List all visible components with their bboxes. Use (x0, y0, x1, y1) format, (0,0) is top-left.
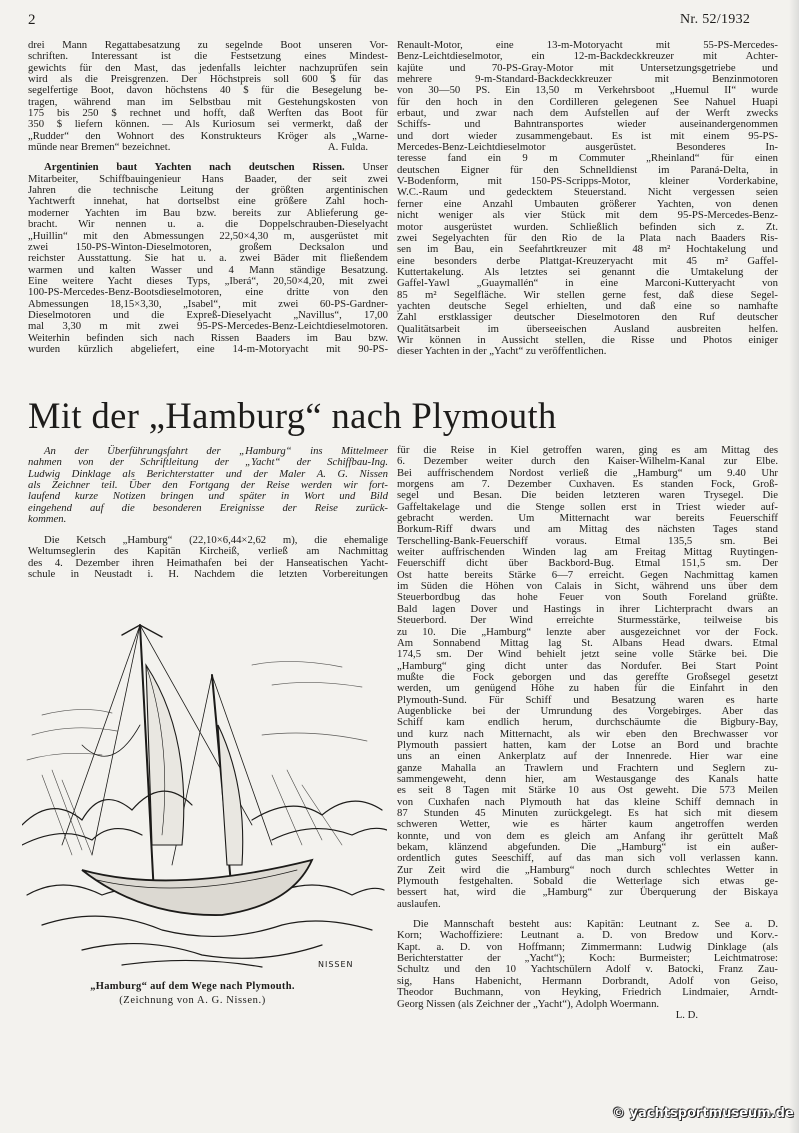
line-text: Jahren die technische Leitung der größten argentinischen (28, 184, 388, 197)
line-text: nicht weniger als vier Stück mit dem 95-PS-Mercedes-Benz- (397, 209, 778, 222)
line-text: des 4. Dezember ihren Heimathafen bei der Hanseatischen Yacht- (28, 556, 388, 569)
line-text: Benz-Leichtdieselmotor, ein 12-m-Backdeckkreuzer mit Achter- (397, 50, 778, 63)
article-body-left (28, 535, 388, 589)
line-text: schriften. Interessant ist die Festsetzung eines Mindest- (28, 50, 388, 63)
line-text: segel und Besan. Die beiden letzteren waren Trysegel. Die (397, 489, 778, 502)
line-text: als Zeichner teil. Über den Fortgang der Reise werden wir fort- (28, 479, 388, 492)
line-text: Terschelling-Bank-Feuerschiff voraus. Etmal 135,5 sm. Bei (397, 534, 778, 547)
line-text: Augenblicke bei der Umrundung des Vorgebirges. Aber das (397, 704, 778, 717)
paragraph (397, 919, 778, 1021)
line-text: im Süden die Höhen von Calais in Sicht, während uns über dem (397, 580, 778, 593)
line-text: es seit 8 Tagen mit Stärke 10 aus Ost geweht. Die 573 Meilen (397, 784, 778, 797)
line-text: Qualitätsarbeit im überseeischen Ausland ausbreiten helfen. (397, 322, 778, 335)
line-text: Zahl erstklassiger deutscher Dieselmotoren den Ruf deutscher (397, 311, 778, 324)
line-text: kajüte und 70-PS-Gray-Motor mit Untersetzungsgetriebe und (397, 61, 778, 74)
line-text: ordentlich gutes Seeschiff, auf das man sich voll verlassen kann. (397, 852, 778, 865)
line-text: gewichts für den Mast, das jedenfalls leichter nachzuprüfen sein (28, 61, 388, 74)
text-line (397, 899, 778, 910)
paragraph (397, 445, 778, 910)
line-text: eingehend auf die besonderen Ereignisse der Reise zurück- (28, 501, 388, 514)
line-text: kommen. (28, 513, 67, 526)
line-text: zwei Segelyachten für den Rio de la Plata nach Baaders Ris- (397, 231, 778, 244)
line-text: erbaut, und zwar nach dem Aufstellen auf der Werft zwecks (397, 107, 778, 120)
line-text: Eine weitere Yacht dieses Typs, „Iberá“, 20,50×4,20, mit zwei (28, 274, 388, 287)
line-text: von Cuxhafen nach Plymouth hat das kleine Schiff demnach in (397, 795, 778, 808)
line-text: 100-PS-Mercedes-Benz-Bootsdieselmotoren, eine dritte von den (28, 286, 388, 299)
line-text: Die Ketsch „Hamburg“ (22,10×6,44×2,62 m), die ehemalige (44, 534, 388, 546)
line-text: bracht. Wir nennen u. a. die Doppelschrauben-Dieselyacht (28, 218, 388, 231)
line-text: Renault-Motor, eine 13-m-Motoryacht mit 55-PS-Mercedes- (397, 39, 778, 51)
line-text: sammengeweht, denn hier, am Westausgange des Kanals hatte (397, 772, 778, 785)
line-text: tragen, während man im Selbstbau mit Gestehungskosten von (28, 95, 388, 108)
line-text: moderner Yachten im Bau bzw. bereits zur Ablieferung ge- (28, 206, 388, 219)
line-text: münde near Bremen“ bezeichnet. (28, 141, 171, 154)
illustration-caption (30, 980, 355, 1007)
line-text: Georg Nissen (als Zeichner der „Yacht“), Adolph Woermann. (397, 997, 660, 1010)
ship-illustration (22, 595, 387, 975)
line-text: 175 bis 250 $ rechnet und hofft, daß Werften das Boot für (28, 107, 388, 120)
line-text: laufend kurze Notizen bringen und später in Wort und Bild (28, 490, 388, 503)
line-text: sig, Hans Habenicht, Hermann Dorbrandt, Adolf von Geiso, (397, 974, 778, 987)
line-text: Dieselmotoren und die Expreß-Dieselyacht „Navillus“, 17,00 (28, 308, 388, 321)
line-text: und dort wieder zusammengebaut. Es ist mit einem 95-PS- (397, 129, 778, 142)
line-text: 350 $ liefern können. — Als Kuriosum sei vermerkt, daß der (28, 118, 388, 131)
line-text: W.C.-Raum und gedecktem Steuerstand. Nicht vergessen seien (397, 186, 778, 199)
line-text: nahmen von der Schriftleitung der „Yacht“ der Schiffbau-Ing. (28, 456, 388, 469)
text-line (397, 346, 778, 357)
line-text: auslaufen. (397, 897, 441, 910)
line-text: wurden kürzlich abgeliefert, eine 14-m-Motoryacht mit 90-PS- (28, 342, 388, 355)
line-text: Unser (362, 161, 389, 174)
line-text: bessert hat, wird die „Hamburg“ zur Überquerung der Biskaya (397, 886, 778, 899)
line-text: dieser Yachten in der „Yacht“ zu veröffentlichen. (397, 345, 607, 358)
line-text: Theodor Buchmann, von Heyking, Friedrich Lindmaier, Arndt- (397, 986, 778, 999)
line-text: Gaffeltakelage und die Stenge sollen erst in Triest wieder auf- (397, 500, 778, 513)
line-text: bekam, klänzend abgefunden. Die „Hamburg“ ist ein außer- (397, 841, 778, 854)
line-text: An der Überführungsfahrt der „Hamburg“ ins Mittelmeer (44, 445, 388, 457)
text-line (28, 514, 388, 525)
line-text: teresse fand ein 9 m Commuter „Rheinland“ für einen (397, 152, 778, 165)
caption-credit: (Zeichnung von A. G. Nissen.) (119, 994, 266, 1006)
line-text: ganze Mahalla an Trawlern und Frachtern und Seglern zu- (397, 761, 778, 774)
line-text: schweren Wetter, wie es härter kaum angetroffen werden (397, 818, 778, 831)
line-text: Feuerschiff dicht über Backbord-Bug. Etmal 151,5 sm. Der (397, 557, 778, 570)
caption-title: „Hamburg“ auf dem Wege nach Plymouth. (90, 981, 295, 992)
line-text: mehrere 9-m-Standard-Backdeckkreuzer mit Benzinmotoren (397, 73, 778, 86)
line-text: schule in Neustadt i. H. Nachdem die letzten Vorbereitungen (28, 568, 388, 581)
line-text: Weiterhin befinden sich nach Rissen Baaders im Bau bzw. (28, 331, 388, 344)
line-text: Ludwig Dinklage als Berichterstatter und der Maler A. G. Nissen (28, 467, 388, 480)
line-text: 6. Dezember weiter durch den Kaiser-Wilhelm-Kanal zur Elbe. (397, 455, 778, 468)
line-text: konnte, und von dem es gleich am Anfang ihr gerüttelt Maß (397, 829, 778, 842)
line-text: Korn; Wachoffiziere: Leutnant a. D. von Bredow und Korv.- (397, 929, 778, 942)
line-text: Zur Zeit wird die „Hamburg“ noch durch schlechtes Wetter in (397, 863, 778, 876)
text-line (397, 887, 778, 898)
line-text: werden, um genügend Höhe zu haben für die Einfahrt in den (397, 682, 778, 695)
line-text: drei Mann Regattabesatzung zu segelnde Boot unseren Vor- (28, 39, 388, 51)
issue-number: Nr. 52/1932 (680, 12, 751, 27)
line-text: 85 m² Segelfläche. Wir stellen gerne fest, daß diese Segel- (397, 288, 778, 301)
line-text: Schiff kam endlich herum, durchschäumte die Bigbury-Bay, (397, 716, 778, 729)
line-text: mußte die Fock geborgen und das gereffte Großsegel gesetzt (397, 670, 778, 683)
article-intro (28, 446, 388, 534)
line-text: weiter auffrischenden Winden lag am Freitag Mittag Ruytingen- (397, 546, 778, 559)
line-text: Plymouth festgehalten. Sobald die Wetterlage sich etwas ge- (397, 875, 778, 888)
line-text: Die Mannschaft besteht aus: Kapitän: Leutnant z. See a. D. (413, 918, 778, 931)
text-line (28, 344, 388, 355)
line-text: Yachtwerft innehat, hat dortselbst eine größere Zahl hoch- (28, 195, 388, 208)
line-text: Steuerbord. Der Wind erreichte Sturmesstärke, teilweise bis (397, 614, 778, 627)
line-text: Kapt. a. D. von Hoffmann; Zimmermann: Ludwig Dinklage (als (397, 940, 778, 953)
page-number: 2 (28, 12, 36, 28)
line-text: mal 3,30 m mit zwei 95-PS-Mercedes-Benz-Leichtdieselmotoren. (28, 320, 388, 333)
line-text: sen im Bau, ein Seefahrtkreuzer mit 48 m² Hochtakelung und (397, 243, 778, 256)
line-text: reichster Ausstattung. Sie hat u. a. zwei Bäder mit fließendem (28, 252, 388, 265)
paragraph (397, 40, 778, 358)
line-text: Bald lagen Dover und Hastings in ihrer Lichterpracht dwars an (397, 602, 778, 615)
text-line (28, 569, 388, 580)
artist-signature: NISSEN (318, 960, 354, 969)
author-signature: L. D. (675, 1008, 698, 1021)
line-text: zu 10. Die „Hamburg“ lenzte aber ausgezeichnet vor der Fock. (397, 625, 778, 638)
paragraph (28, 535, 388, 580)
line-text: für die Reise in Kiel getroffen waren, ging es am Mittag des (397, 444, 778, 456)
line-text: ferner eine Anzahl Umbauten größerer Yachten, von denen (397, 197, 778, 210)
line-text: und kurz nach Mitternacht, als wir eben den Brechwasser vor (397, 727, 778, 740)
paragraph (28, 446, 388, 525)
line-text: wird als die Preisgrenzen. Der Höchstpreis soll 600 $ für das (28, 73, 388, 86)
line-text: warmen und kalten Wasser und 4 Mann ständige Besatzung. (28, 263, 388, 276)
line-text: motor ausgerüstet wurden. Schließlich befinden sich z. Zt. (397, 220, 778, 233)
line-text: Abmessungen 18,15×3,30, „Isabel“, mit zwei 60-PS-Gardner- (28, 297, 388, 310)
paragraph (28, 40, 388, 153)
author-signature: A. Fulda. (327, 141, 368, 154)
line-text: Mitarbeiter, Schiffbauingenieur Hans Baader, der seit zwei (28, 172, 388, 185)
line-text: Schultz und den 10 Yachtschülern Adolf v. Batocki, Franz Zau- (397, 963, 778, 976)
page-edge-shadow (789, 0, 799, 1133)
top-left-column (28, 40, 388, 364)
line-text: Berichterstatter der „Yacht“); Koch: Burmeister; Leichtmatrose: (397, 952, 778, 965)
line-text: morgens am 7. Dezember Cuxhaven. Es standen Fock, Groß- (397, 478, 778, 491)
line-text: 87 Stunden 45 Minuten zurückgelegt. Es hat sich mit diesem (397, 807, 778, 819)
text-line (397, 999, 778, 1010)
line-text: Plymouth passiert hatten, kam der Lotse an Bord und brachte (397, 738, 778, 751)
line-text: uns an einen Ankerplatz auf der Innenrede. Hier war eine (397, 750, 778, 763)
line-text: Borkum-Riff dwars und am Mittag des nächsten Tages stand (397, 523, 778, 536)
section-heading: Argentinien baut Yachten nach deutschen Rissen. (44, 161, 345, 174)
line-text: Kuttertakelung. Als letztes sei genannt die Umtakelung der (397, 265, 778, 278)
text-line (28, 142, 388, 153)
line-text: Steuerbordbug das hohe Feuer von South Foreland grüßte. (397, 591, 778, 604)
line-text: von 30—50 PS. Ein 13,50 m Verkehrsboot „Huemul II“ wurde (397, 84, 778, 97)
line-text: Ost hatte bereits Stärke 6—7 erreicht. Gegen Nachmittag kamen (397, 568, 778, 581)
line-text: Am Sonnabend Mittag lag St. Albans Head dwars. Etmal (397, 636, 778, 649)
line-text: zwei 150-PS-Winton-Dieselmotoren, großem Decksalon und (28, 240, 388, 253)
line-text: Plymouth-Sund. Für Schiff und Besatzung waren es harte (397, 693, 778, 706)
line-text: gebracht werden. Um Mitternacht war bereits Feuerschiff (397, 512, 778, 525)
line-text: Schiffs- und Bahntransportes wieder auseinandergenommen (397, 118, 778, 131)
text-line (28, 503, 388, 514)
article-title: Mit der „Hamburg“ nach Plymouth (28, 395, 557, 436)
line-text: V-Bodenform, mit 150-PS-Scripps-Motor, kleiner Vorderkabine, (397, 175, 778, 188)
line-text: eine besonders derbe Plattgat-Kreuzeryacht mit 45 m² Gaffel- (397, 254, 778, 267)
line-text: 174,5 sm. Der Wind behielt jetzt seine volle Stärke bei. Die (397, 648, 778, 661)
line-text: yachten deutsche Segel erhielten, und daß eine so namhafte (397, 299, 778, 312)
top-right-column (397, 40, 778, 367)
line-text: „Rudder“ den Wohnort des Konstrukteurs Kröger als „Warne- (28, 129, 388, 142)
line-text: „Hamburg“ ging dicht unter das Nordufer. Bei Start Point (397, 659, 778, 672)
line-text: Weltumseglerin des Kapitän Kircheiß, verließ am Nachmittag (28, 545, 388, 558)
line-text: Wir können in Aussicht stellen, die Risse und Photos einiger (397, 333, 778, 346)
line-text: Gaffel-Yawl „Guaymallén“ in eine Marconi-Kutteryacht von (397, 277, 778, 290)
line-text: „Huillin“ mit den Abmessungen 22,50×4,30 m, ausgerüstet mit (28, 229, 388, 242)
article-body-right (397, 445, 778, 1030)
hull (82, 860, 312, 915)
line-text: Mercedes-Benz-Leichtdieselmotor ausgerüstet. Besonderes In- (397, 141, 778, 154)
line-text: Bei auffrischendem Nordost verließ die „Hamburg“ um 9.40 Uhr (397, 466, 778, 479)
line-text: deutschen Eigner für den Schnelldienst im Paraná-Delta, in (397, 163, 778, 176)
line-text: segelfertige Boot, davon höchstens 40 $ für die Besegelung be- (28, 84, 388, 97)
paragraph (28, 162, 388, 355)
line-text: für den hoch in den Cordilleren gelegenen See Nahuel Huapi (397, 95, 778, 108)
watermark: © yachtsportmuseum.de (612, 1106, 794, 1121)
